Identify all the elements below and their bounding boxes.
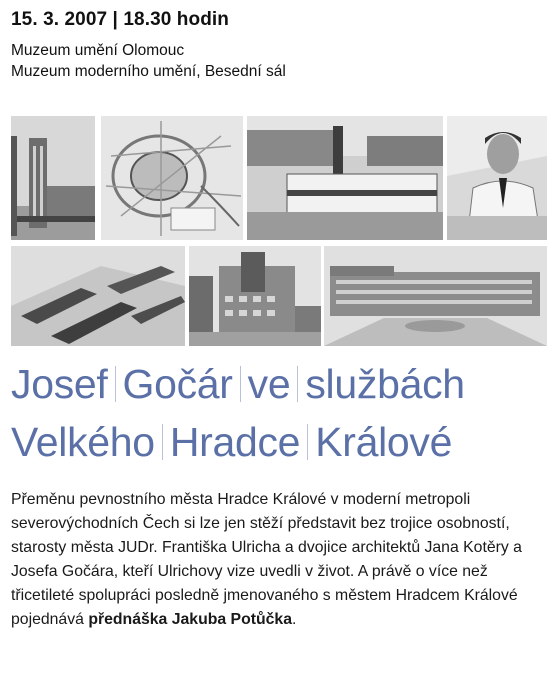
event-header (11, 9, 286, 82)
title-separator (115, 366, 116, 402)
title-line-1 (11, 362, 465, 406)
photo-school-building (189, 246, 321, 346)
photo-city-plan (101, 116, 243, 240)
photo-model-block-buildings (11, 246, 185, 346)
photo-long-building-facade (324, 246, 547, 346)
title-word: Gočár (122, 361, 233, 407)
title-separator (162, 424, 163, 460)
title-word: Josef (11, 361, 108, 407)
title-word: Králové (315, 419, 453, 465)
title-separator (297, 366, 298, 402)
title-separator (307, 424, 308, 460)
description-text: Přeměnu pevnostního města Hradce Králové v moderní metropoli severovýchodních Čech si lze jen stěží představit bez trojice osobností, starosty města JUDr. Františka Ulricha a dvojice architektů Jana Kotěry a Josefa Gočára, kteří Ulrichovy vize uvedli v život. A právě o více než třicetileté spolupráci posledně jmenovaného s městem Hradcem Králové pojednává (11, 491, 522, 628)
lecture-highlight: přednáška Jakuba Potůčka (88, 611, 293, 628)
title-word: Velkého (11, 419, 155, 465)
title-word: ve (247, 361, 291, 407)
photo-modern-building-tower (247, 116, 443, 240)
title-separator (240, 366, 241, 402)
description-end: . (292, 611, 297, 628)
venue-hall: Muzeum moderního umění, Besední sál (11, 63, 286, 80)
title-word: službách (305, 361, 465, 407)
title-word: Hradce (169, 419, 301, 465)
photo-tower-building (11, 116, 95, 240)
event-date-time: 15. 3. 2007 | 18.30 hodin (11, 9, 229, 30)
photo-portrait-architect (447, 116, 547, 240)
title-line-2 (11, 420, 452, 464)
lecture-description (11, 488, 551, 632)
venue-name: Muzeum umění Olomouc (11, 42, 185, 59)
